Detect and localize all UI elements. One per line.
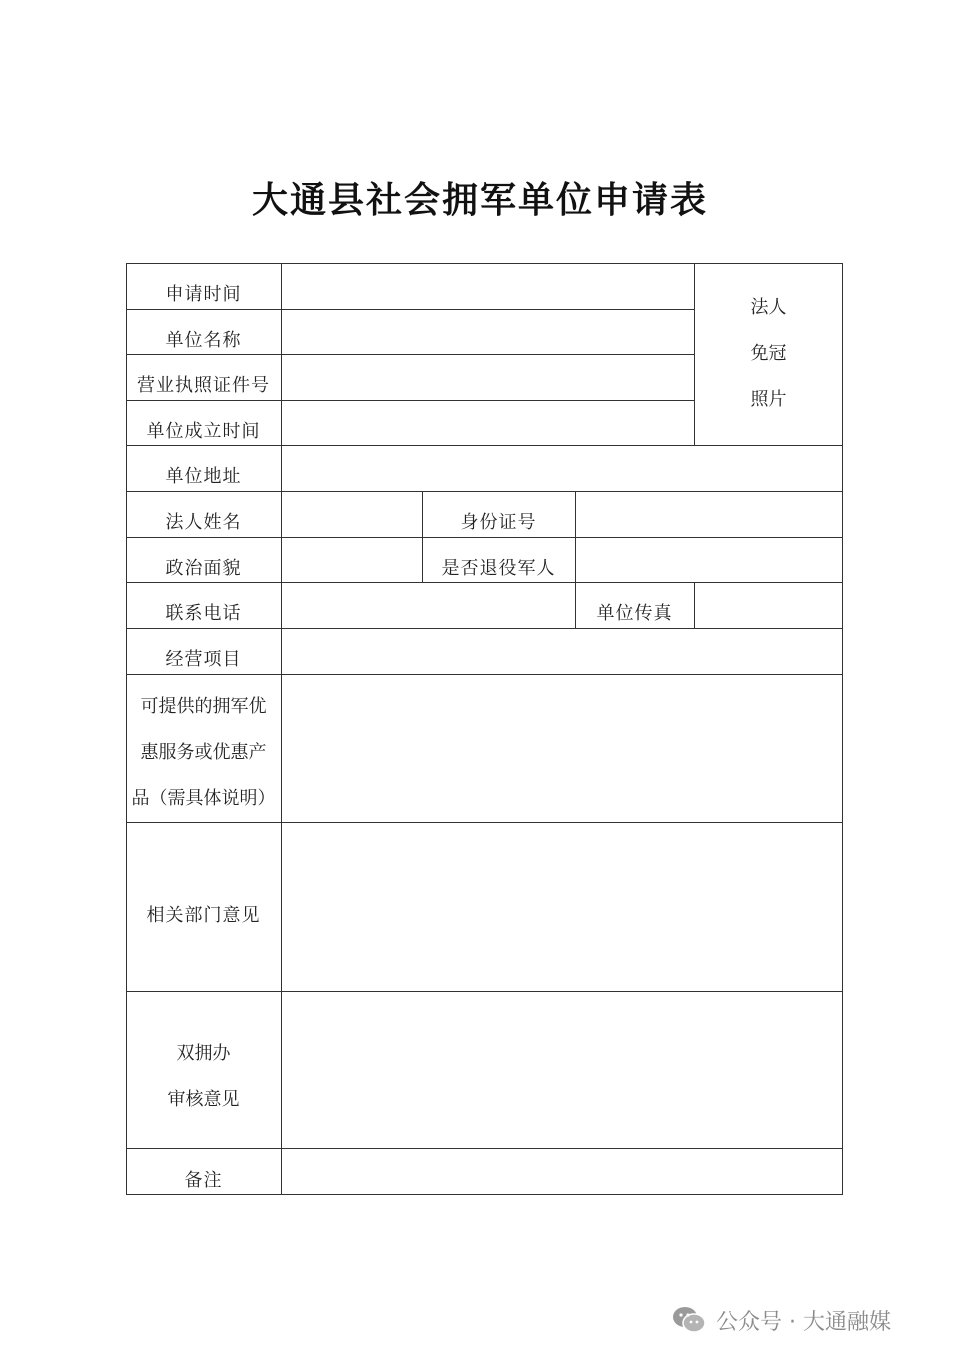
- watermark: [672, 1302, 891, 1338]
- legal-name-field[interactable]: [282, 491, 422, 537]
- dept-opinion-field[interactable]: [282, 822, 843, 991]
- label-political: 政治面貌: [165, 557, 242, 579]
- label-services: [126, 674, 281, 822]
- services-field[interactable]: [282, 674, 843, 822]
- services-label-line: 品（需具体说明）: [131, 788, 276, 809]
- label-veteran: 是否退役军人: [441, 557, 556, 579]
- political-field[interactable]: [282, 537, 422, 582]
- wechat-icon: [672, 1305, 706, 1335]
- office-label-line: 双拥办: [176, 1042, 231, 1064]
- apply-time-field[interactable]: [282, 263, 694, 309]
- services-label-line: 可提供的拥军优: [140, 696, 267, 717]
- label-address: 单位地址: [165, 466, 242, 487]
- label-dept-opinion: 相关部门意见: [146, 904, 261, 926]
- label-office-review: [126, 991, 281, 1148]
- label-remarks: 备注: [184, 1169, 223, 1191]
- business-field[interactable]: [282, 628, 843, 674]
- label-fax: 单位传真: [596, 603, 673, 624]
- label-established: 单位成立时间: [146, 420, 261, 442]
- watermark-text: 公众号 · 大通融媒: [716, 1309, 891, 1335]
- office-label-line: 审核意见: [167, 1088, 240, 1110]
- photo-label-line: 照片: [750, 389, 787, 410]
- label-license-no: 营业执照证件号: [137, 375, 270, 396]
- fax-field[interactable]: [695, 582, 843, 628]
- photo-label-line: 法人: [750, 297, 787, 318]
- remarks-field[interactable]: [282, 1148, 843, 1195]
- established-field[interactable]: [282, 400, 694, 445]
- id-number-field[interactable]: [576, 491, 843, 537]
- veteran-field[interactable]: [576, 537, 843, 582]
- label-id-number: 身份证号: [460, 512, 537, 533]
- label-business: 经营项目: [165, 649, 242, 670]
- unit-name-field[interactable]: [282, 309, 694, 354]
- services-label-line: 惠服务或优惠产: [140, 742, 267, 763]
- page-title: 大通县社会拥军单位申请表: [251, 179, 708, 221]
- photo-label-line: 免冠: [750, 343, 787, 364]
- label-phone: 联系电话: [165, 603, 242, 624]
- office-review-field[interactable]: [282, 991, 843, 1148]
- label-apply-time: 申请时间: [165, 284, 242, 305]
- label-legal-name: 法人姓名: [165, 512, 242, 533]
- label-unit-name: 单位名称: [165, 329, 242, 351]
- photo-box[interactable]: [694, 263, 843, 445]
- address-field[interactable]: [282, 445, 843, 491]
- phone-field[interactable]: [282, 582, 575, 628]
- application-form: [126, 263, 843, 1195]
- license-no-field[interactable]: [282, 354, 694, 400]
